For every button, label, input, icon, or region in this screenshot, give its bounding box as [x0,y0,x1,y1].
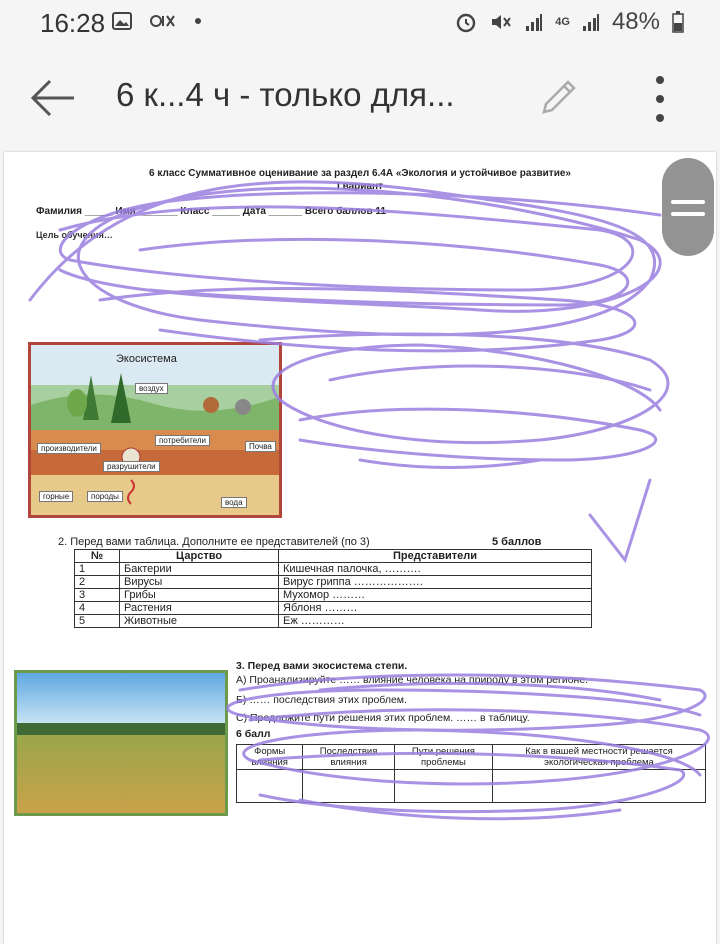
signal-icon-2 [582,12,600,32]
t3-col-local: Как в вашей местности решается экологическая проблема [493,745,706,770]
row-kingdom: Растения [120,602,279,615]
task2-points: 5 баллов [492,536,542,548]
t3-cell [493,770,706,803]
task3-line-c: С) Предложите пути решения этих проблем. …… в таблицу. [236,712,530,724]
task3-line-a: А) Проанализируйте …… влияние человека на природу в этом регионе. [236,674,589,686]
row-number: 4 [75,602,120,615]
battery-icon [672,11,684,33]
doc-header-title: 6 класс Суммативное оценивание за раздел 6.4А «Экология и устойчивое развитие» [149,168,571,179]
dot-icon [194,17,202,25]
task3-table [236,744,706,803]
table-row [75,563,592,576]
more-options-icon[interactable] [650,74,670,124]
t3-cell [237,770,303,803]
table-row [75,576,592,589]
task2-title: 2. Перед вами таблица. Дополните ее представителей (по 3) [58,536,370,548]
row-representatives: Еж ………… [279,615,592,628]
row-kingdom: Грибы [120,589,279,602]
row-kingdom: Вирусы [120,576,279,589]
ecosystem-illustration [28,342,282,518]
t3-col-consequences: Последствия влияния [303,745,394,770]
back-arrow-icon[interactable] [30,78,76,118]
document-page[interactable] [4,152,716,944]
status-left-icons [112,12,202,30]
status-time: 16:28 [40,8,106,38]
row-kingdom: Бактерии [120,563,279,576]
task3-empty-row [237,770,706,803]
battery-percent: 48% [611,8,660,35]
ecosystem-title: Экосистема [116,353,177,365]
student-info-line: Фамилия _____ Имя _______ Класс _____ Дата ______ Всего баллов 11 [36,206,387,217]
task3-line-b: Б) …… последствия этих проблем. [236,694,407,706]
alarm-icon [455,11,477,33]
label-water: вода [221,497,247,508]
goal-text: Цель обучения… [36,230,113,240]
steppe-photo [14,670,228,816]
row-number: 3 [75,589,120,602]
t3-col-forms: Формы влияния [237,745,303,770]
t3-cell [394,770,492,803]
row-number: 1 [75,563,120,576]
label-rock2: породы [87,491,123,502]
table-row [75,615,592,628]
row-number: 5 [75,615,120,628]
representatives-table [74,549,592,628]
row-representatives: Кишечная палочка, ………. [279,563,592,576]
vibrate-toggle-icon [150,12,176,30]
row-kingdom: Животные [120,615,279,628]
t3-col-solutions: Пути решения проблемы [394,745,492,770]
label-decomposers: разрушители [103,461,160,472]
label-air: воздух [135,383,168,394]
col-number: № [75,550,120,563]
t3-cell [303,770,394,803]
task3-points: 6 балл [236,728,271,740]
table-row [75,589,592,602]
table-row [75,602,592,615]
steppe-drawing [17,673,225,813]
label-rock: горные [39,491,73,502]
status-right-icons [455,8,684,36]
gallery-icon [112,12,132,30]
mute-icon [489,11,513,33]
row-number: 2 [75,576,120,589]
label-soil: Почва [245,441,276,452]
document-title: 6 к...4 ч - только для... [116,76,455,113]
doc-header-variant: I вариант [337,181,383,192]
network-type: 4G [555,16,570,28]
row-representatives: Мухомор ……… [279,589,592,602]
app-bar [0,46,720,150]
edit-pencil-icon[interactable] [536,76,580,120]
col-kingdom: Царство [120,550,279,563]
fast-scroll-handle[interactable] [662,158,714,256]
status-bar [0,0,720,46]
task3-title: 3. Перед вами экосистема степи. [236,660,408,672]
ecosystem-drawing [31,345,279,515]
task3-header-row [237,745,706,770]
label-consumers: потребители [155,435,210,446]
label-producers: производители [37,443,101,454]
row-representatives: Яблоня ……… [279,602,592,615]
col-representatives: Представители [279,550,592,563]
row-representatives: Вирус гриппа ………………. [279,576,592,589]
table-header-row [75,550,592,563]
signal-icon [525,12,543,32]
